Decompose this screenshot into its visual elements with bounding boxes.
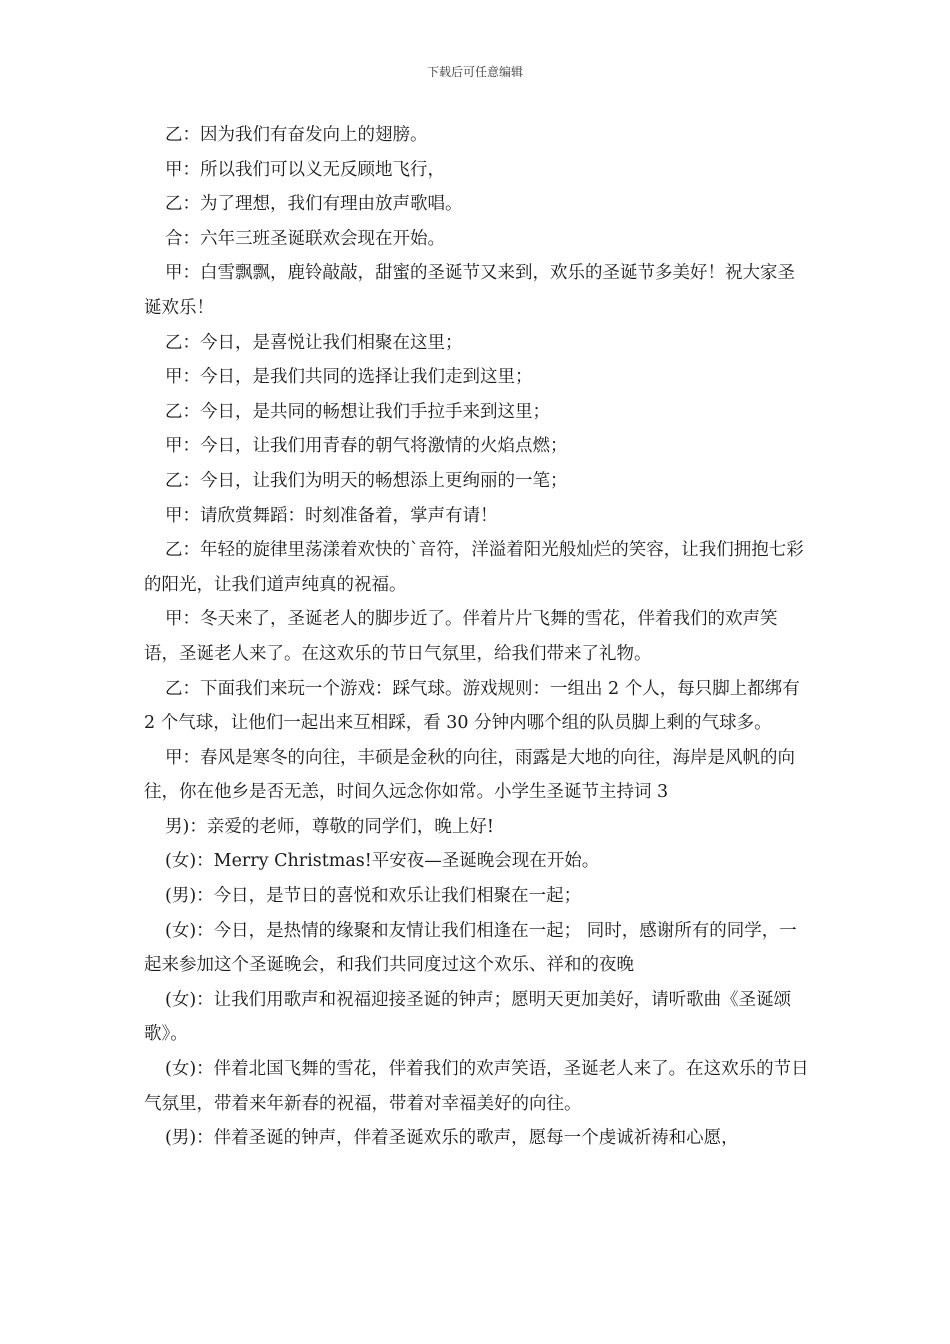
script-paragraph [144,1121,812,1156]
script-line: (男)：今日，是节日的喜悦和欢乐让我们相聚在一起； [165,886,582,907]
script-line: 乙：为了理想，我们有理由放声歌唱。 [165,194,463,215]
script-paragraph [144,464,812,499]
script-paragraph [144,153,812,188]
script-line: 男)：亲爱的老师，尊敬的同学们，晚上好! [165,816,494,837]
script-line: 声笑语，圣诞老人来了。在这欢乐的节日气氛里，给我们带来了礼物。 [144,609,778,664]
script-line: 甲：今日，让我们用青春的朝气将激情的火焰点燃； [165,436,568,457]
script-line: 大家圣诞欢乐！ [144,263,795,318]
script-line: 乙：因为我们有奋发向上的翅膀。 [165,125,428,145]
script-paragraph [144,395,812,430]
script-line: 乙：今日，是喜悦让我们相聚在这里； [165,332,463,353]
script-line: 甲：白雪飘飘，鹿铃敲敲，甜蜜的圣诞节又来到，欢乐的圣诞节多美好！祝 [165,263,743,284]
script-line: 乙：年轻的旋律里荡漾着欢快的`音符，洋溢着阳光般灿烂的笑容，让我们拥 [165,540,752,561]
script-paragraph [144,429,812,464]
script-line: 合：六年三班圣诞联欢会现在开始。 [165,228,445,249]
script-line: (女)：今日，是热情的缘聚和友情让我们相逢在一起； 同时，感谢所有的同 [165,920,745,941]
script-paragraph [144,914,812,983]
script-paragraph [144,222,812,257]
script-line: (女)：Merry Christmas!平安夜—圣诞晚会现在开始。 [165,851,600,872]
script-line: 学，一起来参加这个圣诞晚会，和我们共同度过这个欢乐、祥和的夜晚 [144,920,797,976]
script-line: 乙：今日，是共同的畅想让我们手拉手来到这里； [165,401,550,422]
script-line: (男)：伴着圣诞的钟声，伴着圣诞欢乐的歌声，愿每一个虔诚祈祷和心愿， [165,1128,739,1149]
script-line: 甲：所以我们可以义无反顾地飞行， [165,159,445,180]
script-line: 抱七彩的阳光，让我们道声纯真的祝福。 [144,540,804,595]
script-line: 乐的节日气氛里，带着来年新春的祝福，带着对幸福美好的向往。 [144,1059,809,1114]
script-paragraph [144,602,812,671]
script-paragraph [144,360,812,395]
script-paragraph [144,983,812,1052]
script-paragraph [144,187,812,222]
script-paragraph [144,672,812,741]
script-line: 甲：今日，是我们共同的选择让我们走到这里； [165,367,533,388]
script-line: 乙：下面我们来玩一个游戏：踩气球。游戏规则：一组出 2 个人，每只脚上 [165,678,748,699]
script-line: 《圣诞颂歌》。 [144,989,792,1045]
script-paragraph [144,879,812,914]
script-paragraph [144,499,812,534]
script-paragraph [144,118,812,153]
page-header: 下载后可任意编辑 [426,65,523,79]
document-body [144,118,812,1156]
script-paragraph [144,741,812,810]
script-paragraph [144,810,812,845]
script-line: (女)：让我们用歌声和祝福迎接圣诞的钟声；愿明天更加美好，请听歌曲 [165,989,722,1010]
script-paragraph [144,844,812,879]
script-line: 甲：春风是寒冬的向往，丰硕是金秋的向往，雨露是大地的向往，海岸是风 [165,747,743,768]
script-line: 甲：请欣赏舞蹈：时刻准备着，掌声有请！ [165,505,498,526]
script-line: 气球多。 [701,713,772,734]
script-paragraph [144,1052,812,1121]
script-paragraph [144,326,812,361]
script-paragraph [144,533,812,602]
script-line: (女)：伴着北国飞舞的雪花，伴着我们的欢声笑语，圣诞老人来了。在这欢 [165,1059,739,1080]
script-line: 都绑有 2 个气球，让他们一起出来互相踩，看 30 分钟内哪个组的队员脚上剩的 [144,678,800,734]
script-paragraph [144,256,812,325]
script-line: 帆的向往，你在他乡是否无恙，时间久远念你如常。小学生圣诞节主持词 3 [144,747,795,803]
script-line: 甲：冬天来了，圣诞老人的脚步近了。伴着片片飞舞的雪花，伴着我们的欢 [165,609,743,630]
script-line: 乙：今日，让我们为明天的畅想添上更绚丽的一笔； [165,470,568,491]
